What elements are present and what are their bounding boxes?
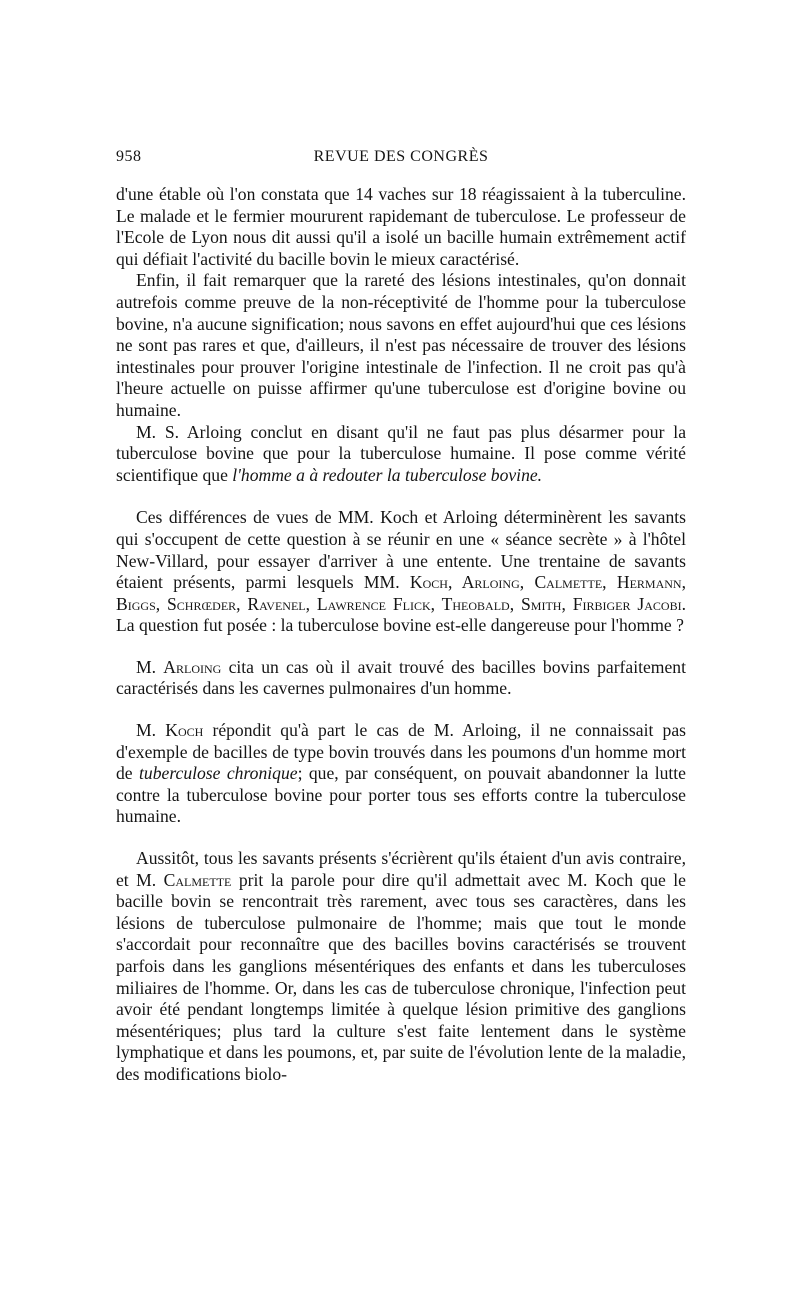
page-number: 958 xyxy=(116,148,142,165)
paragraph-5-prefix: M. xyxy=(136,656,164,677)
paragraph-5 xyxy=(116,657,686,700)
paragraph-6-prefix: M. xyxy=(136,720,166,741)
running-title: REVUE DES CONGRÈS xyxy=(313,148,489,165)
paragraph-6-text-1: répondit qu'à part le cas de M. Arloing, il ne connaissait pas d'exemple de bacilles de type bovin trouvés dans les poumons d'un homme mort de xyxy=(116,720,686,784)
paragraph-5-text: cita un cas où il avait trouvé des bacilles bovins parfaitement caractérisés dans les cavernes pulmonaires d'un homme. xyxy=(116,656,686,699)
paragraph-6-name: Koch xyxy=(165,720,204,741)
paragraph-5-name: Arloing xyxy=(163,656,222,677)
paragraph-7-text-1: Aussitôt, tous les savants présents s'écrièrent qu'ils étaient d'un avis contraire, et M. xyxy=(116,848,686,890)
document-page xyxy=(116,148,686,1086)
paragraph-2: Enfin, il fait remarquer que la rareté des lésions intestinales, qu'on donnait autrefois comme preuve de la non-réceptivité de l'homme pour la tuberculose bovine, n'a aucune signification; nous savons en effet aujourd'hui que ces lésions ne sont pas rares et que, d'ailleurs, il n'est pas nécessaire de trouver des lésions intestinales pour prouver l'origine intestinale de l'infection. Il ne croit pas qu'à l'heure actuelle on puisse affirmer qu'une tuberculose est d'origine bovine ou humaine. xyxy=(116,270,686,420)
paragraph-7-name: Calmette xyxy=(163,869,232,890)
paragraph-4-text-2: . La question fut posée : la tuberculose bovine est-elle dangereuse pour l'homme ? xyxy=(116,593,686,636)
body-text xyxy=(116,184,686,1086)
paragraph-4-names: Koch, Arloing, Calmette, Hermann, Biggs, Schrœder, Ravenel, Lawrence Flick, Theobald, Smith, Firbiger Jacobi xyxy=(116,572,686,614)
paragraph-7 xyxy=(116,848,686,1086)
paragraph-3 xyxy=(116,422,686,487)
paragraph-7-text-2: prit la parole pour dire qu'il admettait avec M. Koch que le bacille bovin se rencontrait très rarement, avec tous ses caractères, dans les lésions de tuberculose pulmonaire de l'homme; mais que tout le monde s'accordait pour reconnaître que des bacilles bovins caractérisés se trouvent parfois dans les ganglions mésentériques des enfants et dans les tuberculoses miliaires de l'homme. Or, dans les cas de tuberculose chronique, l'infection peut avoir été pendant longtemps limitée à quelque lésion primitive des ganglions mésentériques; plus tard la culture s'est faite lentement dans le système lymphatique et dans les poumons, et, par suite de l'évolution lente de la maladie, des modifications biolo- xyxy=(116,869,686,1084)
paragraph-6-italic: tuberculose chronique xyxy=(139,763,298,784)
page-header xyxy=(116,148,686,174)
paragraph-3-italic: l'homme a à redouter la tuberculose bovine. xyxy=(232,464,543,485)
paragraph-3-text: M. S. Arloing conclut en disant qu'il ne faut pas plus désarmer pour la tuberculose bovine que pour la tuberculose humaine. Il pose comme vérité scientifique que xyxy=(116,421,686,485)
paragraph-4-text-1: Ces différences de vues de MM. Koch et Arloing déterminèrent les savants qui s'occupent de cette question à se réunir en une « séance secrète » à l'hôtel New-Villard, pour essayer d'arriver à une entente. Une trentaine de savants étaient présents, parmi lesquels MM. xyxy=(116,507,686,593)
paragraph-4 xyxy=(116,507,686,637)
paragraph-6-text-2: ; que, par conséquent, on pouvait abandonner la lutte contre la tuberculose bovine pour porter tous ses efforts contre la tuberculose humaine. xyxy=(116,763,686,827)
paragraph-1: d'une étable où l'on constata que 14 vaches sur 18 réagissaient à la tuberculine. Le malade et le fermier moururent rapidemant de tuberculose. Le professeur de l'Ecole de Lyon nous dit aussi qu'il a isolé un bacille humain extrêmement actif qui défiait l'activité du bacille bovin le mieux caractérisé. xyxy=(116,184,686,269)
paragraph-6 xyxy=(116,720,686,828)
